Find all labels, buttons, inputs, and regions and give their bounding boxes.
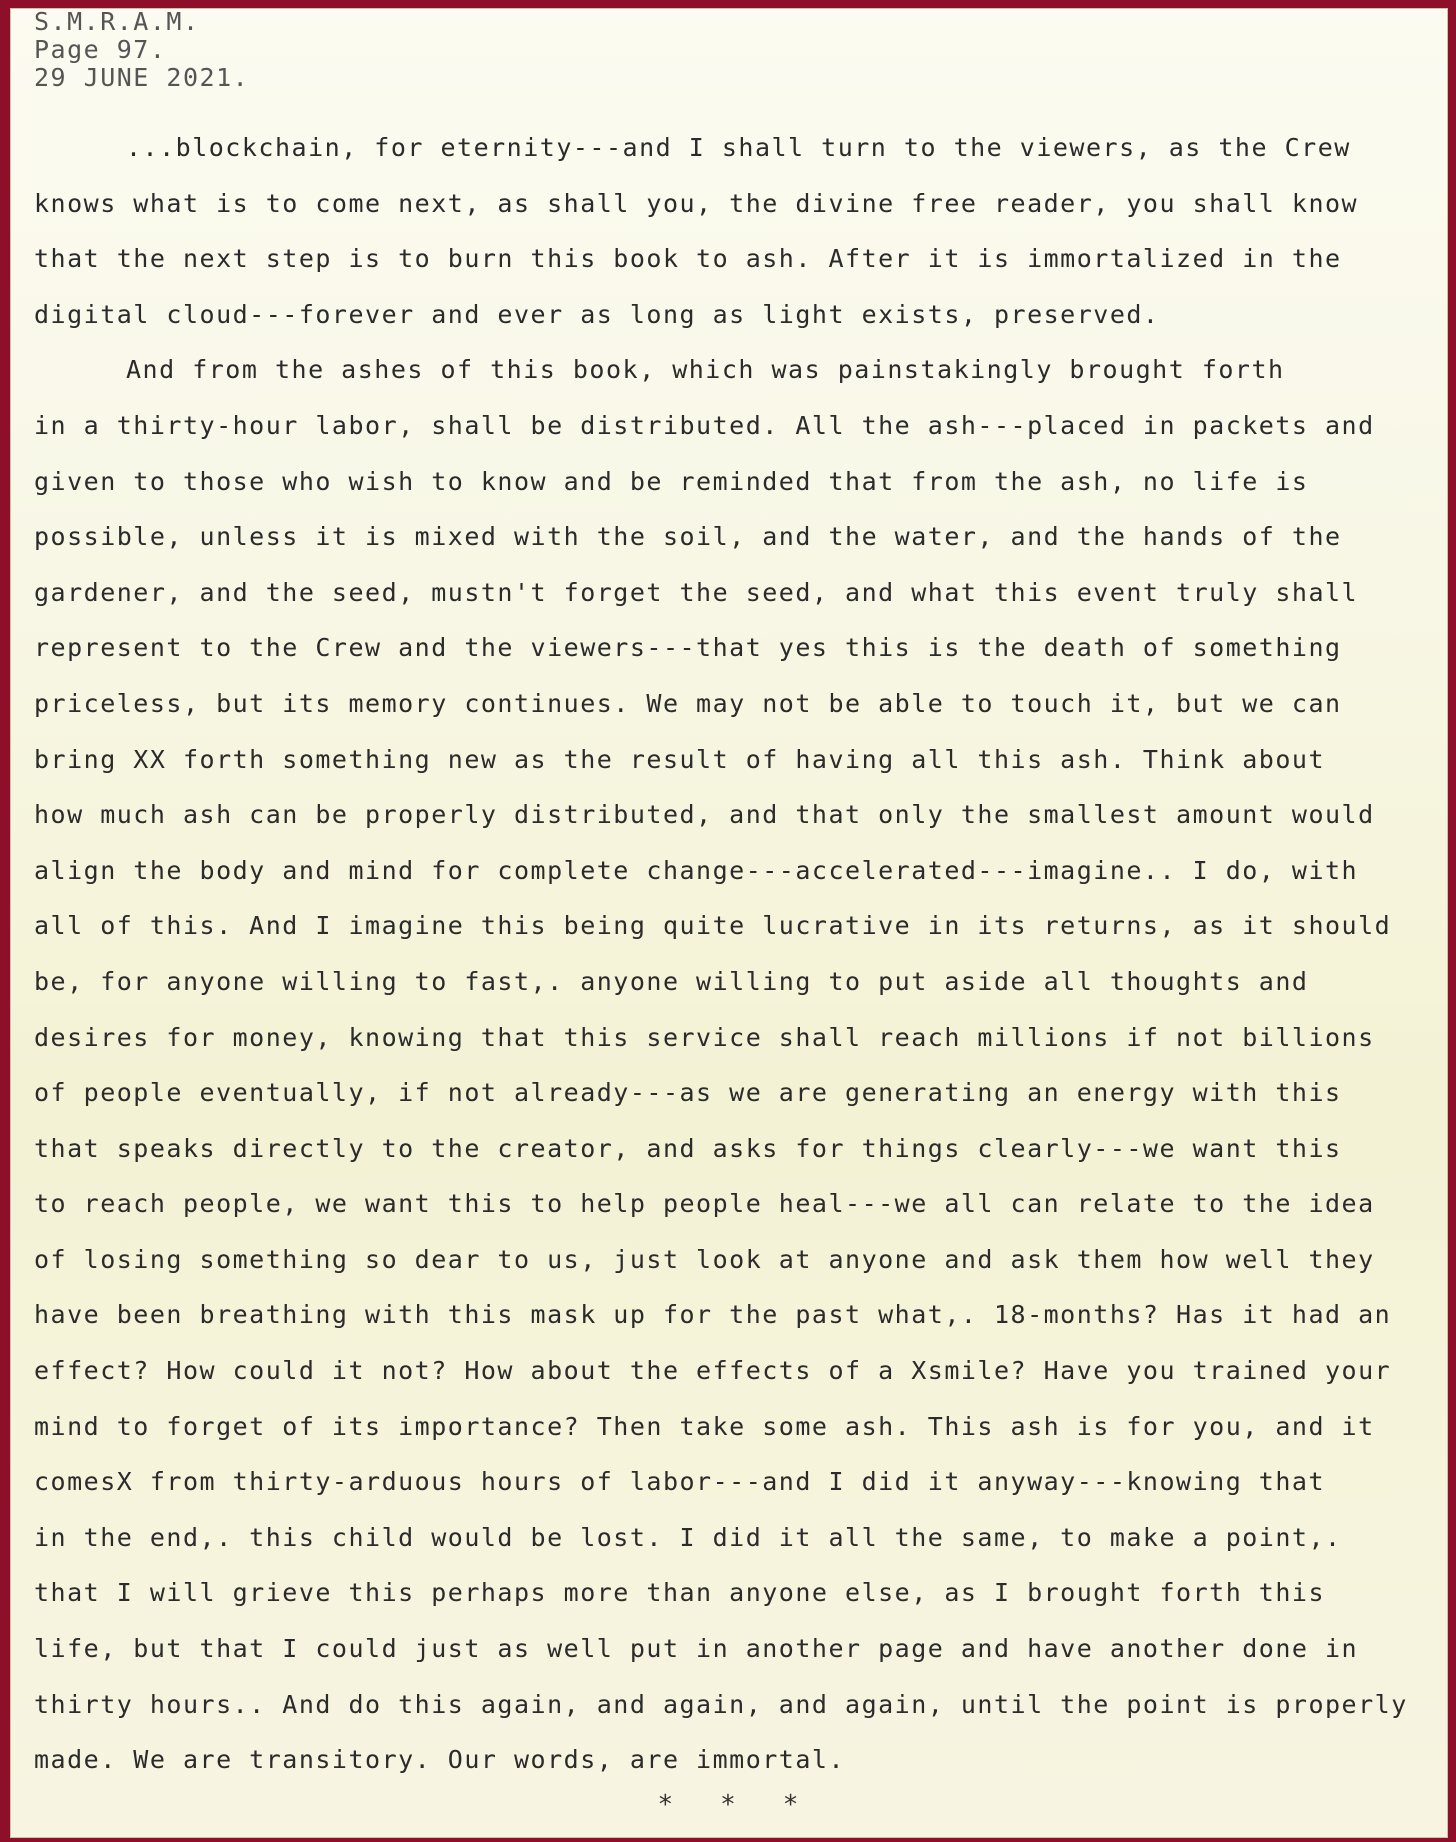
text-line: gardener, and the seed, mustn't forget the seed, and what this event truly shall xyxy=(34,577,1359,607)
text-line: bring XX forth something new as the result of having all this ash. Think about xyxy=(34,744,1325,774)
page-number: Page 97. xyxy=(34,35,167,64)
text-line: given to those who wish to know and be reminded that from the ash, no life is xyxy=(34,466,1309,496)
text-line: comesX from thirty-arduous hours of labor---and I did it anyway---knowing that xyxy=(34,1467,1325,1497)
text-line: all of this. And I imagine this being quite lucrative in its returns, as it should xyxy=(34,911,1392,941)
text-line: how much ash can be properly distributed, and that only the smallest amount would xyxy=(34,800,1375,830)
text-line: thirty hours.. And do this again, and again, and again, until the point is properly xyxy=(34,1689,1408,1719)
date-line: 29 JUNE 2021. xyxy=(34,63,250,92)
text-line: in the end,. this child would be lost. I did it all the same, to make a point,. xyxy=(34,1522,1342,1552)
text-line: mind to forget of its importance? Then take some ash. This ash is for you, and it xyxy=(34,1411,1375,1441)
text-line: that speaks directly to the creator, and asks for things clearly---we want this xyxy=(34,1133,1342,1163)
text-line: to reach people, we want this to help people heal---we all can relate to the idea xyxy=(34,1189,1375,1219)
text-line: digital cloud---forever and ever as long as light exists, preserved. xyxy=(34,299,1160,329)
text-line: represent to the Crew and the viewers---that yes this is the death of something xyxy=(34,633,1342,663)
text-line: made. We are transitory. Our words, are immortal. xyxy=(34,1745,846,1775)
text-line: that I will grieve this perhaps more than anyone else, as I brought forth this xyxy=(34,1578,1325,1608)
text-line: desires for money, knowing that this service shall reach millions if not billions xyxy=(34,1022,1375,1052)
text-line: in a thirty-hour labor, shall be distributed. All the ash---placed in packets and xyxy=(34,410,1375,440)
text-line: priceless, but its memory continues. We may not be able to touch it, but we can xyxy=(34,688,1342,718)
text-line: possible, unless it is mixed with the soil, and the water, and the hands of the xyxy=(34,522,1342,552)
text-line: align the body and mind for complete change---accelerated---imagine.. I do, with xyxy=(34,855,1359,885)
text-line: life, but that I could just as well put in another page and have another done in xyxy=(34,1634,1359,1664)
text-line: have been breathing with this mask up for the past what,. 18-months? Has it had an xyxy=(34,1300,1392,1330)
author-line: S.M.R.A.M. xyxy=(34,7,200,36)
text-line: And from the ashes of this book, which was painstakingly brought forth xyxy=(126,355,1285,385)
text-line: that the next step is to burn this book to ash. After it is immortalized in the xyxy=(34,244,1342,274)
text-line: effect? How could it not? How about the effects of a Xsmile? Have you trained your xyxy=(34,1356,1392,1386)
text-line: ...blockchain, for eternity---and I shall turn to the viewers, as the Crew xyxy=(126,133,1351,162)
text-line: of losing something so dear to us, just look at anyone and ask them how well they xyxy=(34,1244,1375,1274)
text-line: be, for anyone willing to fast,. anyone willing to put aside all thoughts and xyxy=(34,966,1309,996)
text-line: of people eventually, if not already---as we are generating an energy with this xyxy=(34,1078,1342,1108)
text-line: knows what is to come next, as shall you, the divine free reader, you shall know xyxy=(34,188,1359,218)
page-text xyxy=(34,8,1414,1788)
section-break-asterisks: * * * xyxy=(657,1790,799,1820)
